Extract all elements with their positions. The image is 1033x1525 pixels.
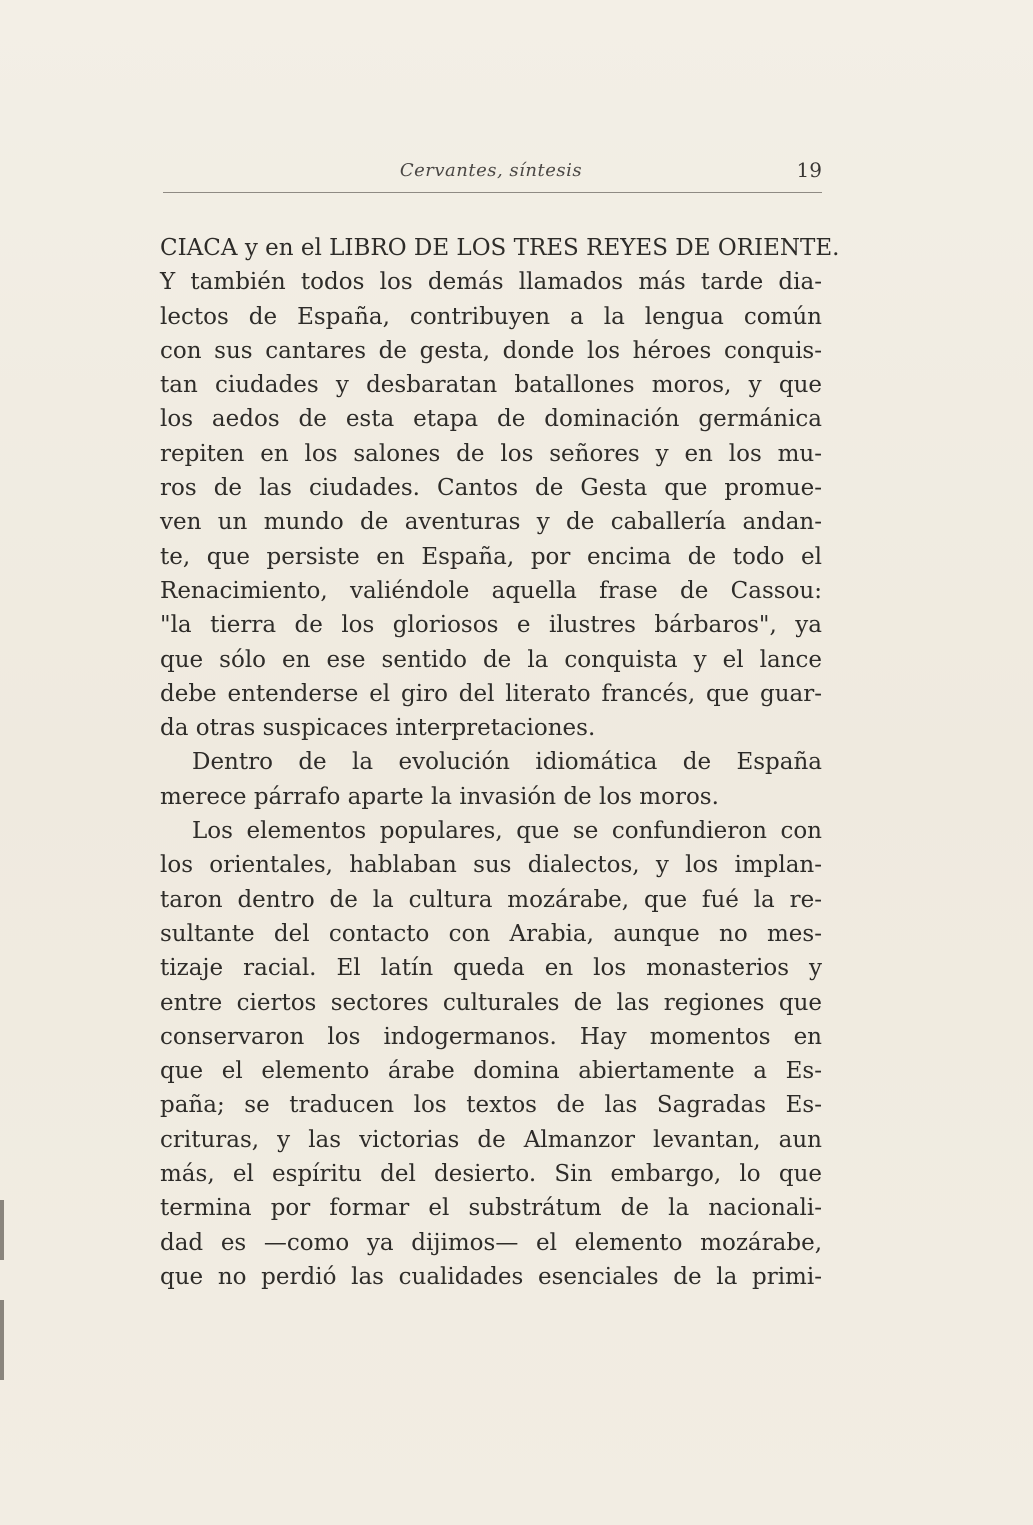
text-line: ros de las ciudades. Cantos de Gesta que promue- bbox=[160, 475, 822, 502]
text-line: Y también todos los demás llamados más tarde dia- bbox=[160, 269, 822, 296]
text-line: da otras suspicaces interpretaciones. bbox=[160, 715, 596, 742]
scan-edge-mark bbox=[0, 1200, 4, 1260]
text-line: sultante del contacto con Arabia, aunque no mes- bbox=[160, 920, 822, 947]
text-line: crituras, y las victorias de Almanzor levantan, aun bbox=[160, 1126, 822, 1153]
body-text bbox=[160, 231, 840, 1294]
text-line: que sólo en ese sentido de la conquista y el lance bbox=[160, 646, 822, 673]
text-line: termina por formar el substrátum de la nacionali- bbox=[160, 1195, 822, 1222]
text-line: más, el espíritu del desierto. Sin embargo, lo que bbox=[160, 1161, 822, 1188]
text-line: tan ciudades y desbaratan batallones moros, y que bbox=[160, 372, 822, 399]
text-line: merece párrafo aparte la invasión de los moros. bbox=[160, 783, 719, 810]
text-line: los orientales, hablaban sus dialectos, y los implan- bbox=[160, 852, 822, 879]
text-line: repiten en los salones de los señores y en los mu- bbox=[160, 440, 822, 467]
text-line: Renacimiento, valiéndole aquella frase de Cassou: bbox=[160, 577, 822, 604]
text-line: te, que persiste en España, por encima de todo el bbox=[160, 543, 822, 570]
text-line: debe entenderse el giro del literato francés, que guar- bbox=[160, 680, 822, 707]
text-line: Los elementos populares, que se confundieron con bbox=[192, 818, 822, 845]
text-line: ven un mundo de aventuras y de caballería andan- bbox=[160, 509, 822, 536]
text-line: "la tierra de los gloriosos e ilustres bárbaros", ya bbox=[160, 612, 822, 639]
text-line: Dentro de la evolución idiomática de España bbox=[192, 749, 822, 776]
header-rule bbox=[163, 192, 822, 193]
text-line: conservaron los indogermanos. Hay momentos en bbox=[160, 1023, 822, 1050]
text-line: entre ciertos sectores culturales de las regiones que bbox=[160, 989, 822, 1016]
text-line: con sus cantares de gesta, donde los héroes conquis- bbox=[160, 337, 822, 364]
text-line: los aedos de esta etapa de dominación germánica bbox=[160, 406, 822, 433]
running-title: Cervantes, síntesis bbox=[399, 160, 583, 181]
text-line: paña; se traducen los textos de las Sagradas Es- bbox=[160, 1092, 822, 1119]
page-number: 19 bbox=[796, 158, 822, 182]
text-line: que no perdió las cualidades esenciales de la primi- bbox=[160, 1263, 822, 1290]
text-line: CIACA y en el LIBRO DE LOS TRES REYES DE ORIENTE. bbox=[160, 235, 840, 261]
scan-edge-mark bbox=[0, 1300, 4, 1380]
text-line: dad es —como ya dijimos— el elemento mozárabe, bbox=[160, 1229, 822, 1256]
page-header bbox=[160, 158, 822, 188]
text-line: que el elemento árabe domina abiertamente a Es- bbox=[160, 1058, 822, 1085]
text-line: lectos de España, contribuyen a la lengua común bbox=[160, 303, 822, 330]
text-line: taron dentro de la cultura mozárabe, que fué la re- bbox=[160, 886, 822, 913]
text-line: tizaje racial. El latín queda en los monasterios y bbox=[160, 955, 822, 982]
